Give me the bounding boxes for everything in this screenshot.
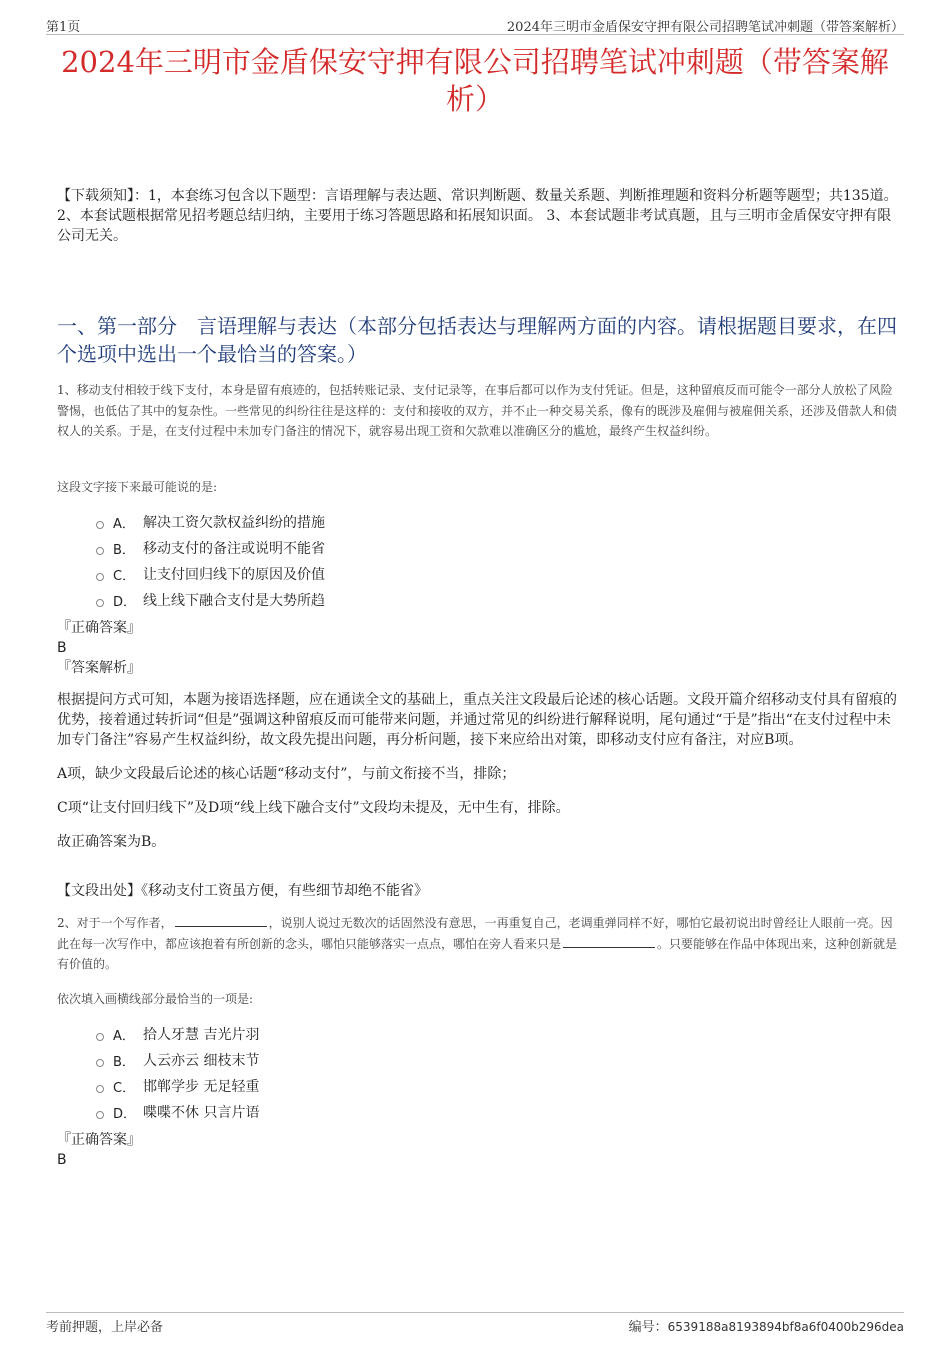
radio-icon[interactable] — [96, 521, 104, 529]
option-a[interactable]: A． 拾人牙慧 吉光片羽 — [96, 1021, 259, 1047]
analysis-label: 『答案解析』 — [57, 660, 141, 676]
radio-icon[interactable] — [96, 1085, 104, 1093]
radio-icon[interactable] — [96, 1111, 104, 1119]
radio-icon[interactable] — [96, 547, 104, 555]
analysis-paragraph: 故正确答案为B。 — [57, 834, 166, 850]
question-2-text: 2、对于一个写作者， ，说别人说过无数次的话固然没有意思，一再重复自己，老调重弹同样不好，哪怕它最初说出时曾经让人眼前一亮。因此在每一次写作中，都应该抱着有所创新的念头，哪怕只能够落实一点点，哪怕在旁人看来只是 。只要能够在作品中体现出来，这种创新就是有价值的。 — [57, 913, 898, 975]
option-d[interactable]: D． 喋喋不休 只言片语 — [96, 1099, 259, 1125]
option-c[interactable]: C． 让支付回归线下的原因及价值 — [96, 561, 325, 587]
document-id: 6539188a8193894bf8a6f0400b296dea — [667, 1320, 904, 1334]
radio-icon[interactable] — [96, 1059, 104, 1067]
question-1-text: 1、移动支付相较于线下支付，本身是留有痕迹的，包括转账记录、支付记录等，在事后都可以作为支付凭证。但是，这种留痕反而可能令一部分人放松了风险警惕，也低估了其中的复杂性。一些常见的纠纷往往是这样的：支付和接收的双方，并不止一种交易关系，像有的既涉及雇佣与被雇佣关系，还涉及借款人和债权人的关系。于是，在支付过程中未加专门备注的情况下，就容易出现工资和欠款难以准确区分的尴尬，最终产生权益纠纷。 — [57, 383, 898, 438]
option-b[interactable]: B． 人云亦云 细枝末节 — [96, 1047, 259, 1073]
analysis-paragraph: C项“让支付回归线下”及D项“线上线下融合支付”文段均未提及，无中生有，排除。 — [57, 800, 570, 816]
answer-value: B — [57, 640, 67, 656]
fill-blank — [563, 934, 655, 948]
question-2-prompt: 依次填入画横线部分最恰当的一项是: — [57, 992, 254, 1006]
answer-label: 『正确答案』 — [57, 1132, 141, 1148]
question-2-options — [96, 1021, 259, 1125]
radio-icon[interactable] — [96, 599, 104, 607]
option-a[interactable]: A． 解决工资欠款权益纠纷的措施 — [96, 509, 325, 535]
question-1-analysis — [57, 690, 898, 866]
answer-value: B — [57, 1152, 67, 1168]
question-2-answer-block — [57, 1130, 141, 1170]
passage-source: 【文段出处】《移动支付工资虽方便，有些细节却绝不能省》 — [57, 883, 428, 899]
answer-label: 『正确答案』 — [57, 620, 141, 636]
question-1-prompt: 这段文字接下来最可能说的是: — [57, 480, 218, 494]
section-heading: 一、第一部分 言语理解与表达（本部分包括表达与理解两方面的内容。请根据题目要求，在四个选项中选出一个最恰当的答案。） — [57, 314, 897, 366]
page-header — [46, 14, 904, 35]
analysis-paragraph: 根据提问方式可知，本题为接语选择题，应在通读全文的基础上，重点关注文段最后论述的核心话题。文段开篇介绍移动支付具有留痕的优势，接着通过转折词“但是”强调这种留痕反而可能带来问题，并通过常见的纠纷进行解释说明，尾句通过“于是”指出“在支付过程中未加专门备注”容易产生权益纠纷，故文段先提出问题，再分析问题，接下来应给出对策，即移动支付应有备注，对应B项。 — [57, 692, 897, 748]
footer-slogan: 考前押题，上岸必备 — [46, 1320, 164, 1335]
radio-icon[interactable] — [96, 1033, 104, 1041]
option-b[interactable]: B． 移动支付的备注或说明不能省 — [96, 535, 325, 561]
header-doc-title: 2024年三明市金盾保安守押有限公司招聘笔试冲刺题（带答案解析） — [506, 20, 904, 35]
option-d[interactable]: D． 线上线下融合支付是大势所趋 — [96, 587, 325, 613]
question-1-options — [96, 509, 325, 613]
analysis-paragraph: A项，缺少文段最后论述的核心话题“移动支付”，与前文衔接不当，排除； — [57, 766, 516, 782]
option-c[interactable]: C． 邯郸学步 无足轻重 — [96, 1073, 259, 1099]
radio-icon[interactable] — [96, 573, 104, 581]
document-title: 2024年三明市金盾保安守押有限公司招聘笔试冲刺题（带答案解析） — [61, 45, 889, 116]
fill-blank — [175, 913, 267, 927]
question-1-answer-block — [57, 618, 141, 678]
page-number: 第1页 — [46, 20, 81, 35]
download-notice: 【下载须知】：1，本套练习包含以下题型：言语理解与表达题、常识判断题、数量关系题、判断推理题和资料分析题等题型；共135道。 2、本套试题根据常见招考题总结归纳，主要用于练习答题思路和拓展知识面。 3、本套试题非考试真题，且与三明市金盾保安守押有限公司无关。 — [57, 188, 898, 244]
footer-code: 编号：6539188a8193894bf8a6f0400b296dea — [628, 1320, 904, 1335]
page-footer — [46, 1312, 904, 1335]
